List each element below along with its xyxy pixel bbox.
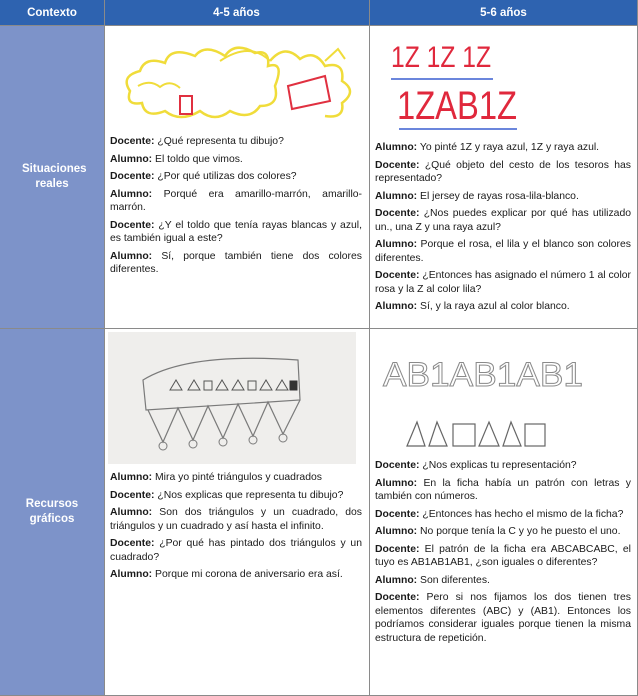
cell-row2-5-6 [369, 328, 638, 696]
cell-row2-4-5 [104, 328, 369, 696]
grid-line [0, 25, 638, 26]
dialogue-line: Docente: ¿Qué objeto del cesto de los tesoros has representado? [375, 159, 631, 184]
dialogue-line: Alumno: Mira yo pinté triángulos y cuadrados [110, 472, 322, 483]
drawing-pattern-bottom: 1ZAB1Z [397, 84, 517, 128]
dialogue-line: Docente: El patrón de la ficha era ABCABCABC, el tuyo es AB1AB1AB1, ¿son iguales o diferentes? [375, 543, 631, 568]
dialogue-line: Alumno: Porqué era amarillo-marrón, amarillo-marrón. [110, 188, 362, 213]
grid-line [104, 0, 105, 696]
dialogue-line: Docente: ¿Nos explicas tu representación? [375, 460, 577, 471]
dialogue-line: Alumno: No porque tenía la C y yo he puesto el uno. [375, 526, 621, 537]
dialogue-line: Alumno: El jersey de rayas rosa-lila-blanco. [375, 190, 579, 202]
grid-line [369, 0, 370, 696]
dialogue-line: Docente: ¿Nos explicas que representa tu dibujo? [110, 489, 344, 501]
drawing-jersey-pattern [377, 29, 629, 137]
dialogue-line: Alumno: Son diferentes. [375, 574, 490, 586]
context-label: Recursos gráficos [25, 498, 79, 525]
dialogue-line: Docente: ¿Entonces has asignado el número 1 al color rosa y la Z al color lila? [375, 270, 631, 295]
dialogue-line: Alumno: Porque mi corona de aniversario era así. [110, 569, 343, 580]
dialogue-line: Docente: Pero si nos fijamos los dos tienen tres elementos diferentes (ABC) y (AB1). Entonces los podríamos considerar iguales porque tienen la misma estructura de repetición. [375, 592, 631, 644]
dialogue-line: Docente: ¿Por qué utilizas dos colores? [110, 171, 297, 182]
dialogue-line: Docente: ¿Nos puedes explicar por qué has utilizado un., una Z y una raya azul? [375, 208, 631, 233]
dialogue-row2-5-6 [375, 459, 631, 649]
dialogue-line: Docente: ¿Y el toldo que tenía rayas blancas y azul, es también igual a este? [110, 219, 362, 244]
context-situaciones-reales [0, 25, 104, 328]
dialogue-line: Alumno: El toldo que vimos. [110, 153, 243, 165]
dialogue-line: Alumno: Son dos triángulos y un cuadrado, dos triángulos y un cuadrado y así hasta el infinito. [110, 507, 362, 532]
dialogue-line: Alumno: Porque el rosa, el lila y el blanco son colores diferentes. [375, 239, 631, 264]
dialogue-line: Docente: ¿Por qué has pintado dos triángulos y un cuadrado? [110, 538, 362, 563]
dialogue-line: Alumno: En la ficha había un patrón con letras y también con números. [375, 477, 631, 502]
header-4-5-anos: 4-5 años [104, 0, 369, 25]
drawing-pattern-top: 1Z 1Z 1Z [391, 41, 491, 74]
context-recursos-graficos [0, 328, 104, 696]
dialogue-row1-5-6 [375, 141, 631, 318]
drawing-toldo [110, 31, 362, 131]
dialogue-line: Alumno: Sí, y la raya azul al color blanco. [375, 301, 570, 312]
cell-row1-5-6 [369, 25, 638, 328]
dialogue-line: Docente: ¿Qué representa tu dibujo? [110, 136, 284, 147]
cell-row1-4-5 [104, 25, 369, 328]
drawing-pattern-letters: AB1AB1AB1 [383, 356, 583, 394]
dialogue-line: Docente: ¿Entonces has hecho el mismo de la ficha? [375, 508, 624, 520]
drawing-corona [108, 332, 356, 464]
context-label: Situaciones reales [22, 162, 87, 190]
dialogue-row2-4-5 [110, 471, 362, 586]
dialogue-line: Alumno: Sí, porque también tiene dos colores diferentes. [110, 250, 362, 275]
header-contexto: Contexto [0, 0, 104, 25]
dialogue-row1-4-5 [110, 135, 362, 281]
header-5-6-anos: 5-6 años [369, 0, 638, 25]
grid-line [0, 328, 638, 329]
dialogue-line: Alumno: Yo pinté 1Z y raya azul, 1Z y raya azul. [375, 142, 600, 153]
drawing-ab1-pattern [377, 334, 629, 454]
